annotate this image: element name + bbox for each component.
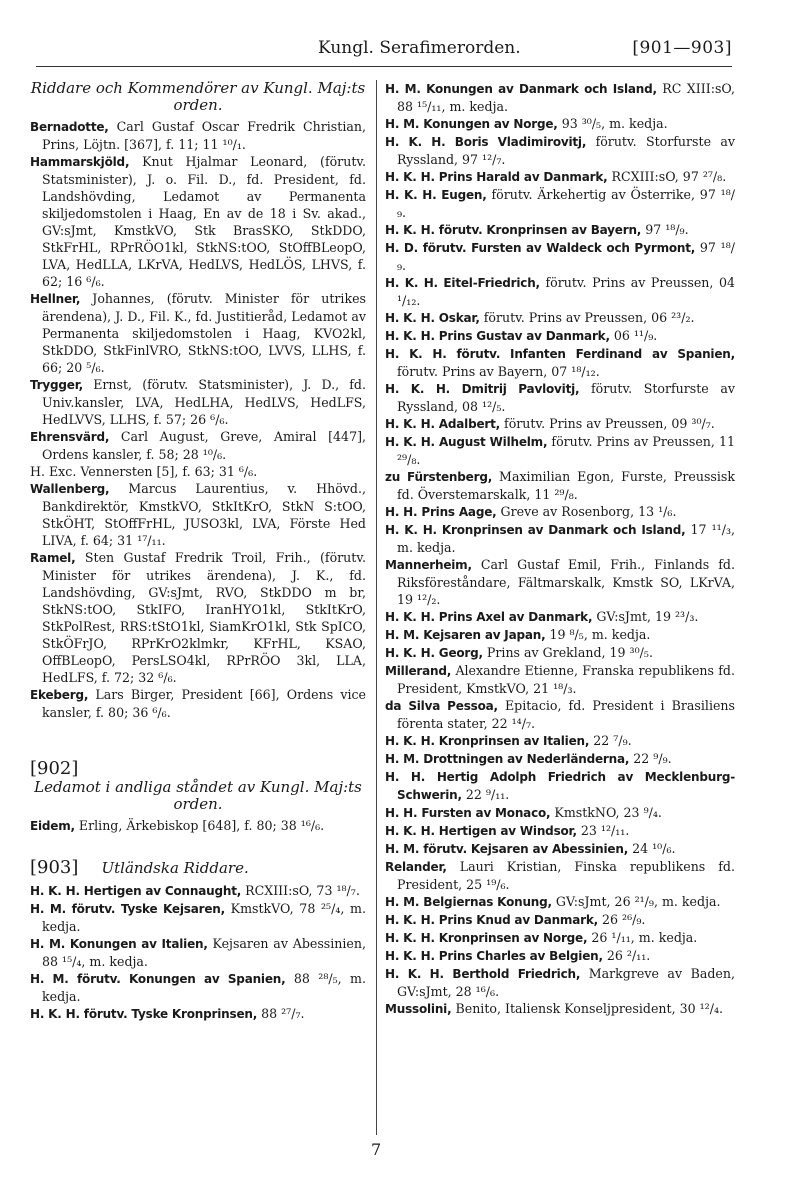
entry-text: 97 ¹⁸/₉. xyxy=(645,222,689,237)
roster-entry xyxy=(385,608,735,626)
entry-name: H. K. H. Prins Charles av Belgien, xyxy=(385,949,603,963)
entry-text: Epitacio, fd. President i Brasiliens förenta stater, 22 ¹⁴/₇. xyxy=(397,698,735,731)
entry-name: H. K. H. Hertigen av Windsor, xyxy=(385,824,577,838)
roster-entry xyxy=(385,380,735,415)
entry-name: H. K. H. Kronprinsen av Italien, xyxy=(385,734,590,748)
roster-entry xyxy=(385,732,735,750)
entry-text: Johannes, (förutv. Minister för utrikes ärendena), J. D., Fil. K., fd. Justitieråd, Ledamot av Permanenta skiljedomstolen i Haag, KVO2kl, StkDDO, StkFinlVRO, StkNS:tOO, LVVS, LLHS, f. 66; 20 ⁵/₆. xyxy=(42,291,366,375)
entry-name: H. K. H. förutv. Infanten Ferdinand av Spanien, xyxy=(385,347,735,361)
roster-entry xyxy=(385,433,735,468)
entry-text: Lauri Kristian, Finska republikens fd. President, 25 ¹⁹/₆. xyxy=(397,859,735,892)
roster-entry xyxy=(30,480,366,549)
roster-entry xyxy=(30,1005,366,1023)
roster-entry xyxy=(30,428,366,463)
section-range: [901—903] xyxy=(632,38,732,58)
entry-text: 26 ²⁶/₉. xyxy=(602,912,646,927)
roster-entry xyxy=(385,911,735,929)
roster-entry xyxy=(385,274,735,309)
entry-text: RCXIII:sO, 97 ²⁷/₈. xyxy=(611,169,727,184)
roster-entry xyxy=(30,153,366,290)
section-901-entries xyxy=(30,118,366,721)
entry-text: Prins av Grekland, 19 ³⁰/₅. xyxy=(486,645,653,660)
entry-name: Trygger, xyxy=(30,378,84,392)
section-902-number: [902] xyxy=(30,758,79,779)
entry-text: Benito, Italiensk Konseljpresident, 30 ¹²/₄. xyxy=(455,1001,723,1016)
roster-entry xyxy=(30,935,366,970)
entry-text: H. Exc. Vennersten [5], f. 63; 31 ⁶/₆. xyxy=(30,464,258,479)
roster-entry xyxy=(385,521,735,556)
entry-text: förutv. Prins av Preussen, 06 ²³/₂. xyxy=(483,310,695,325)
roster-entry xyxy=(385,468,735,503)
entry-name: H. K. H. August Wilhelm, xyxy=(385,435,548,449)
entry-name: H. K. H. Boris Vladimirovitj, xyxy=(385,135,587,149)
entry-name: H. K. H. Prins Harald av Danmark, xyxy=(385,170,608,184)
entry-name: H. K. H. förutv. Kronprinsen av Bayern, xyxy=(385,223,642,237)
entry-text: KmstkNO, 23 ⁹/₄. xyxy=(554,805,662,820)
entry-text: förutv. Storfurste av Ryssland, 97 ¹²/₇. xyxy=(397,134,735,167)
entry-name: H. D. förutv. Fursten av Waldeck och Pyrmont, xyxy=(385,241,696,255)
entry-text: 22 ⁹/₉. xyxy=(633,751,672,766)
entry-name: H. K. H. Dmitrij Pavlovitj, xyxy=(385,382,580,396)
entry-text: 22 ⁹/₁₁. xyxy=(465,787,510,802)
entry-name: H. M. Konungen av Norge, xyxy=(385,117,558,131)
entry-name: H. H. Fursten av Monaco, xyxy=(385,806,551,820)
entry-text: Knut Hjalmar Leonard, (förutv. Statsminister), J. o. Fil. D., fd. President, fd. Landshövding, Ledamot av Permanenta skiljedomstolen i Haag, En av de 18 i Sv. akad., GV:sJmt, KmstkVO, Stk BrasSKO, StkDDO, StkFrHL, RPrRÖO1kl, StkNS:tOO, StOffBLeopO, LVA, HedLLA, LKrVA, HedLVS, HedLÖS, LHVS, f. 62; 16 ⁶/₆. xyxy=(42,154,366,289)
roster-entry xyxy=(30,882,366,900)
entry-name: Ekeberg, xyxy=(30,688,89,702)
entry-name: H. K. H. Hertigen av Connaught, xyxy=(30,884,242,898)
roster-entry xyxy=(30,686,366,721)
entry-text: Ernst, (förutv. Statsminister), J. D., fd. Univ.kansler, LVA, HedLHA, HedLVS, HedLFS, HedLVVS, LLHS, f. 57; 26 ⁶/₆. xyxy=(42,377,366,427)
roster-entry xyxy=(385,929,735,947)
entry-text: Carl Gustaf Emil, Frih., Finlands fd. Riksföreståndare, Fältmarskalk, Kmstk SO, LKrVA, 19 ¹²/₂. xyxy=(397,557,735,607)
entry-text: GV:sJmt, 26 ²¹/₉, m. kedja. xyxy=(555,894,721,909)
roster-entry xyxy=(385,133,735,168)
entry-text: RC XIII:sO, 88 ¹⁵/₁₁, m. kedja. xyxy=(397,81,735,114)
roster-entry xyxy=(385,503,735,521)
entry-name: H. K. H. Oskar, xyxy=(385,311,480,325)
running-header xyxy=(36,38,732,64)
entry-name: H. M. Konungen av Danmark och Island, xyxy=(385,82,657,96)
entry-text: GV:sJmt, 19 ²³/₃. xyxy=(596,609,699,624)
roster-entry xyxy=(385,345,735,380)
entry-text: förutv. Prins av Preussen, 04 ¹/₁₂. xyxy=(397,275,735,308)
right-column xyxy=(385,80,735,1018)
roster-entry xyxy=(385,840,735,858)
entry-name: H. K. H. Prins Knud av Danmark, xyxy=(385,913,598,927)
roster-entry xyxy=(30,549,366,686)
spacer xyxy=(30,721,366,759)
roster-entry xyxy=(385,804,735,822)
entry-text: 23 ¹²/₁₁. xyxy=(580,823,630,838)
entry-name: Relander, xyxy=(385,860,447,874)
entry-name: Mannerheim, xyxy=(385,558,472,572)
roster-entry xyxy=(385,644,735,662)
entry-name: Wallenberg, xyxy=(30,482,110,496)
entry-name: da Silva Pessoa, xyxy=(385,699,498,713)
roster-entry xyxy=(385,662,735,697)
entry-text: 22 ⁷/₉. xyxy=(593,733,632,748)
left-column xyxy=(30,80,366,1023)
entry-name: H. M. förutv. Konungen av Spanien, xyxy=(30,972,286,986)
roster-entry xyxy=(385,186,735,221)
entry-name: zu Fürstenberg, xyxy=(385,470,493,484)
entry-name: H. M. Kejsaren av Japan, xyxy=(385,628,546,642)
entry-text: RCXIII:sO, 73 ¹⁸/₇. xyxy=(245,883,360,898)
entry-text: Alexandre Etienne, Franska republikens fd. President, KmstkVO, 21 ¹⁸/₃. xyxy=(397,663,735,696)
roster-entry xyxy=(385,947,735,965)
roster-entry xyxy=(385,858,735,893)
entry-text: 26 ¹/₁₁, m. kedja. xyxy=(591,930,698,945)
roster-entry xyxy=(385,327,735,345)
entry-text: Markgreve av Baden, GV:sJmt, 28 ¹⁶/₆. xyxy=(397,966,735,999)
entry-name: H. H. Hertig Adolph Friedrich av Mecklenburg-Schwerin, xyxy=(385,770,735,802)
entry-text: förutv. Prins av Bayern, 07 ¹⁸/₁₂. xyxy=(397,364,600,379)
entry-text: Maximilian Egon, Furste, Preussisk fd. Överstemarskalk, 11 ²⁹/₈. xyxy=(397,469,735,502)
entry-text: förutv. Ärkehertig av Österrike, 97 ¹⁸/₉. xyxy=(397,187,735,220)
roster-entry xyxy=(385,309,735,327)
roster-entry xyxy=(385,415,735,433)
roster-entry xyxy=(30,118,366,153)
entry-name: H. M. Konungen av Italien, xyxy=(30,937,208,951)
roster-entry xyxy=(385,822,735,840)
entry-name: H. K. H. Kronprinsen av Norge, xyxy=(385,931,588,945)
entry-name: H. K. H. Georg, xyxy=(385,646,483,660)
entry-name: Ramel, xyxy=(30,551,76,565)
entry-text: 88 ²⁸/₅, m. kedja. xyxy=(42,971,366,1004)
section-902-heading: Ledamot i andliga ståndet av Kungl. Maj:ts orden. xyxy=(34,778,362,813)
roster-entry xyxy=(30,900,366,935)
entry-text: Kejsaren av Abessinien, 88 ¹⁵/₄, m. kedja. xyxy=(42,936,367,969)
entry-name: Hammarskjöld, xyxy=(30,155,130,169)
roster-entry xyxy=(30,817,366,835)
header-rule xyxy=(36,66,732,67)
section-901-heading: Riddare och Kommendörer av Kungl. Maj:ts orden. xyxy=(30,79,366,114)
roster-entry xyxy=(385,893,735,911)
entry-text: 24 ¹⁰/₆. xyxy=(632,841,676,856)
roster-entry xyxy=(385,965,735,1000)
section-903-entries-left xyxy=(30,882,366,1023)
entry-name: H. K. H. Prins Gustav av Danmark, xyxy=(385,329,610,343)
roster-entry xyxy=(30,970,366,1005)
roster-entry xyxy=(385,168,735,186)
entry-text: KmstkVO, 78 ²⁵/₄, m. kedja. xyxy=(42,901,366,934)
entry-text: 88 ²⁷/₇. xyxy=(261,1006,305,1021)
entry-name: H. K. H. Berthold Friedrich, xyxy=(385,967,581,981)
section-903-header xyxy=(30,857,366,878)
entry-text: 19 ⁸/₅, m. kedja. xyxy=(549,627,651,642)
entry-name: Ehrensvärd, xyxy=(30,430,110,444)
entry-name: H. K. H. Adalbert, xyxy=(385,417,501,431)
entry-name: Mussolini, xyxy=(385,1002,452,1016)
entry-text: Erling, Ärkebiskop [648], f. 80; 38 ¹⁶/₆. xyxy=(78,818,325,833)
entry-name: H. M. förutv. Kejsaren av Abessinien, xyxy=(385,842,629,856)
roster-entry xyxy=(30,376,366,428)
entry-text: 93 ³⁰/₅, m. kedja. xyxy=(561,116,668,131)
roster-entry xyxy=(30,463,366,480)
entry-name: H. H. Prins Aage, xyxy=(385,505,497,519)
entry-name: H. K. H. Kronprinsen av Danmark och Island, xyxy=(385,523,686,537)
roster-entry xyxy=(385,221,735,239)
entry-name: Eidem, xyxy=(30,819,75,833)
section-903-entries-right xyxy=(385,80,735,1018)
entry-name: H. K. H. Eitel-Friedrich, xyxy=(385,276,540,290)
roster-entry xyxy=(385,750,735,768)
entry-text: förutv. Storfurste av Ryssland, 08 ¹²/₅. xyxy=(397,381,735,414)
entry-text: Sten Gustaf Fredrik Troil, Frih., (förutv. Minister för utrikes ärendena), J. K., fd. Landshövding, GV:sJmt, RVO, StkDDO m br, StkNS:tOO, StkIFO, IranHYO1kl, StkItKrO, StkPolRest, RRS:tStO1kl, SiamKrO1kl, Stk SpICO, StkÖFrJO, RPrKrO2klmkr, KFrHL, KSAO, OffBLeopO, PersLSO4kl, RPrRÖO 3kl, LLA, HedLFS, f. 72; 32 ⁶/₆. xyxy=(42,550,366,685)
entry-text: Carl August, Greve, Amiral [447], Ordens kansler, f. 58; 28 ¹⁰/₆. xyxy=(42,429,366,462)
roster-entry xyxy=(385,115,735,133)
entry-name: Hellner, xyxy=(30,292,81,306)
roster-entry xyxy=(385,768,735,804)
roster-entry xyxy=(385,1000,735,1018)
entry-text: 06 ¹¹/₉. xyxy=(613,328,658,343)
entry-text: förutv. Prins av Preussen, 11 ²⁹/₈. xyxy=(397,434,735,467)
roster-entry xyxy=(385,626,735,644)
roster-entry xyxy=(385,239,735,274)
section-903-heading: Utländska Riddare. xyxy=(101,859,249,877)
entry-name: H. M. Drottningen av Nederländerna, xyxy=(385,752,630,766)
roster-entry xyxy=(30,290,366,376)
entry-name: H. K. H. Prins Axel av Danmark, xyxy=(385,610,593,624)
entry-name: H. K. H. förutv. Tyske Kronprinsen, xyxy=(30,1007,258,1021)
spacer xyxy=(30,835,366,857)
section-903-number: [903] xyxy=(30,857,79,878)
roster-entry xyxy=(385,80,735,115)
entry-text: förutv. Prins av Preussen, 09 ³⁰/₇. xyxy=(504,416,715,431)
entry-name: Millerand, xyxy=(385,664,452,678)
entry-name: H. M. Belgiernas Konung, xyxy=(385,895,552,909)
column-divider xyxy=(376,80,377,1135)
entry-name: H. K. H. Eugen, xyxy=(385,188,487,202)
section-902-entries xyxy=(30,817,366,835)
page-title: Kungl. Serafimerorden. xyxy=(318,38,521,58)
entry-text: Marcus Laurentius, v. Hhövd., Bankdirektör, KmstkVO, StkItKrO, StkN S:tOO, StkÖHT, StOffFrHL, JUSO3kl, LVA, Förste Hed LIVA, f. 64; 31 ¹⁷/₁₁. xyxy=(42,481,366,548)
page-number: 7 xyxy=(371,1140,382,1159)
entry-text: 97 ¹⁸/₉. xyxy=(397,240,735,273)
entry-text: 17 ¹¹/₃, m. kedja. xyxy=(397,522,735,555)
entry-text: Carl Gustaf Oscar Fredrik Christian, Prins, Löjtn. [367], f. 11; 11 ¹⁰/₁. xyxy=(42,119,366,152)
entry-text: Lars Birger, President [66], Ordens vice kansler, f. 80; 36 ⁶/₆. xyxy=(42,687,366,720)
roster-entry xyxy=(385,697,735,732)
entry-text: Greve av Rosenborg, 13 ¹/₆. xyxy=(500,504,677,519)
entry-text: 26 ²/₁₁. xyxy=(606,948,651,963)
entry-name: Bernadotte, xyxy=(30,120,109,134)
roster-entry xyxy=(385,556,735,608)
entry-name: H. M. förutv. Tyske Kejsaren, xyxy=(30,902,225,916)
